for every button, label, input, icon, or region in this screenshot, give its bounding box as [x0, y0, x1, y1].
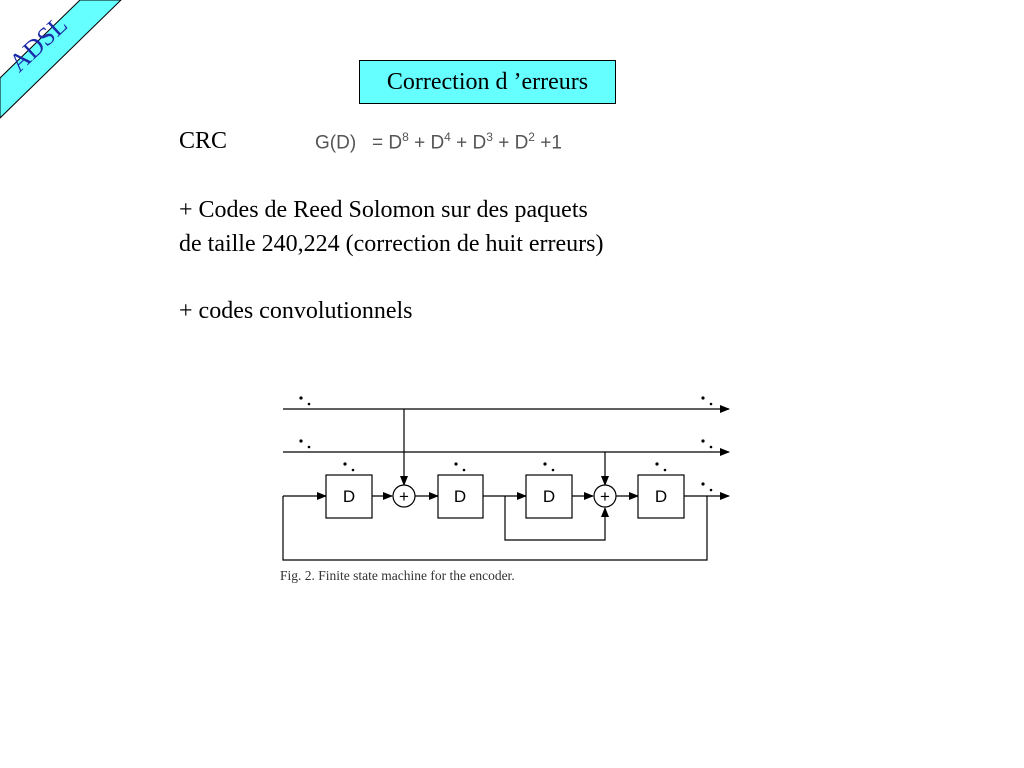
dot-marker	[552, 469, 555, 472]
formula-term: + D	[492, 132, 529, 154]
dot-marker	[299, 396, 302, 399]
formula-term: + D	[408, 132, 445, 154]
dot-marker	[710, 489, 713, 492]
delay-label: D	[342, 487, 356, 506]
crc-polynomial	[315, 130, 562, 154]
dot-marker	[454, 462, 457, 465]
slide-title: Correction d ’erreurs	[359, 60, 616, 104]
dot-marker	[299, 439, 302, 442]
delay-label: D	[542, 487, 556, 506]
dot-marker	[701, 439, 704, 442]
dot-marker	[710, 446, 713, 449]
formula-exponent: 8	[402, 130, 409, 144]
dot-marker	[352, 469, 355, 472]
figure-caption: Fig. 2. Finite state machine for the encoder.	[280, 568, 515, 583]
adder-symbol: +	[399, 487, 409, 506]
reed-solomon-line-1: + Codes de Reed Solomon sur des paquets	[179, 197, 588, 223]
delay-label: D	[453, 487, 467, 506]
formula-lhs: G(D)	[315, 132, 357, 154]
formula-exponent: 3	[486, 130, 493, 144]
dot-marker	[655, 462, 658, 465]
encoder-diagram	[270, 385, 740, 570]
adder-symbol: +	[600, 487, 610, 506]
dot-marker	[543, 462, 546, 465]
dot-marker	[463, 469, 466, 472]
corner-label: ADSL	[3, 10, 73, 78]
dot-marker	[664, 469, 667, 472]
formula-exponent: 2	[528, 130, 535, 144]
dot-marker	[308, 403, 311, 406]
dot-marker	[701, 396, 704, 399]
formula-exponent: 4	[444, 130, 451, 144]
dot-marker	[701, 482, 704, 485]
dot-marker	[343, 462, 346, 465]
formula-term: +1	[534, 132, 562, 154]
dot-marker	[710, 403, 713, 406]
dot-marker	[308, 446, 311, 449]
corner-banner	[0, 0, 130, 125]
formula-term: + D	[450, 132, 487, 154]
crc-label: CRC	[179, 128, 228, 154]
convolutional-line: + codes convolutionnels	[179, 298, 413, 324]
formula-term: = D	[372, 132, 403, 154]
delay-label: D	[654, 487, 668, 506]
reed-solomon-line-2: de taille 240,224 (correction de huit erreurs)	[179, 231, 604, 257]
